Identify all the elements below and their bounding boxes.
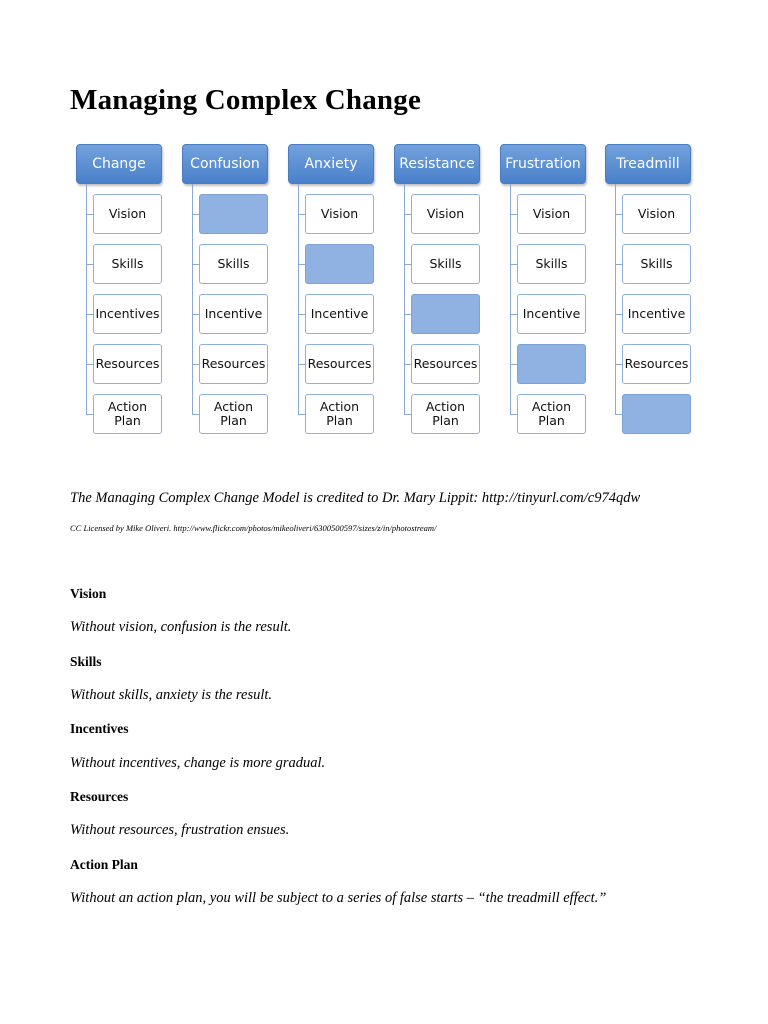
section-heading-action-plan: Action Plan [70,857,138,872]
connector-line [404,184,405,415]
missing-item-box [305,244,374,284]
item-label: Resources [307,356,372,371]
item-box [305,344,374,384]
column-header: Resistance [394,144,480,184]
item-box [411,194,480,234]
item-box [199,244,268,284]
item-box [93,394,162,434]
item-box [93,244,162,284]
item-label: Action Plan [107,399,148,428]
item-box [517,294,586,334]
item-label: Skills [429,256,462,271]
item-label: Incentives [95,306,160,321]
item-label: Skills [217,256,250,271]
page-title: Managing Complex Change [70,84,422,116]
column-header: Frustration [500,144,586,184]
item-box [199,294,268,334]
connector-line [298,184,299,415]
section-text-action-plan: Without an action plan, you will be subject to a series of false starts – “the treadmill effect.” [70,890,607,906]
item-label: Skills [111,256,144,271]
column-change [76,0,166,450]
connector-line [510,184,511,415]
item-box [517,244,586,284]
section-text-resources: Without resources, frustration ensues. [70,822,290,838]
missing-item-box [517,344,586,384]
column-header: Treadmill [605,144,691,184]
item-label: Resources [624,356,689,371]
item-label: Action Plan [213,399,254,428]
connector-line [192,184,193,415]
item-label: Vision [320,206,359,221]
column-resistance [394,0,484,450]
item-box [199,394,268,434]
section-text-incentives: Without incentives, change is more gradual. [70,755,326,771]
item-label: Skills [535,256,568,271]
column-confusion [182,0,272,450]
section-heading-incentives: Incentives [70,721,129,736]
item-label: Vision [532,206,571,221]
item-label: Vision [426,206,465,221]
item-box [93,194,162,234]
item-box [93,294,162,334]
column-header: Confusion [182,144,268,184]
column-header: Anxiety [288,144,374,184]
section-heading-skills: Skills [70,654,102,669]
item-box [622,344,691,384]
item-label: Incentive [204,306,263,321]
item-label: Incentive [310,306,369,321]
item-box [305,294,374,334]
missing-item-box [622,394,691,434]
section-heading-resources: Resources [70,789,129,804]
item-label: Resources [95,356,160,371]
item-box [199,344,268,384]
section-text-skills: Without skills, anxiety is the result. [70,687,273,703]
missing-item-box [411,294,480,334]
item-label: Vision [637,206,676,221]
item-box [93,344,162,384]
item-label: Skills [640,256,673,271]
item-label: Action Plan [531,399,572,428]
item-label: Resources [201,356,266,371]
item-box [305,394,374,434]
item-box [622,294,691,334]
column-anxiety [288,0,378,450]
column-treadmill [605,0,695,450]
item-label: Vision [108,206,147,221]
connector-line [86,184,87,415]
license-credit: CC Licensed by Mike Oliveri. http://www.flickr.com/photos/mikeoliveri/6300500597/sizes/z/in/photostream/ [70,523,437,533]
change-model-diagram [0,0,768,450]
connector-line [615,184,616,415]
item-label: Incentive [522,306,581,321]
item-box [622,194,691,234]
missing-item-box [199,194,268,234]
item-box [411,344,480,384]
item-box [411,394,480,434]
item-box [517,194,586,234]
column-header: Change [76,144,162,184]
item-label: Action Plan [319,399,360,428]
item-box [622,244,691,284]
section-text-vision: Without vision, confusion is the result. [70,619,292,635]
item-box [305,194,374,234]
item-label: Resources [413,356,478,371]
section-heading-vision: Vision [70,586,107,601]
item-label: Incentive [627,306,686,321]
item-box [517,394,586,434]
item-box [411,244,480,284]
column-frustration [500,0,590,450]
model-credit-caption: The Managing Complex Change Model is credited to Dr. Mary Lippit: http://tinyurl.com/c974qdw [70,490,641,506]
item-label: Action Plan [425,399,466,428]
